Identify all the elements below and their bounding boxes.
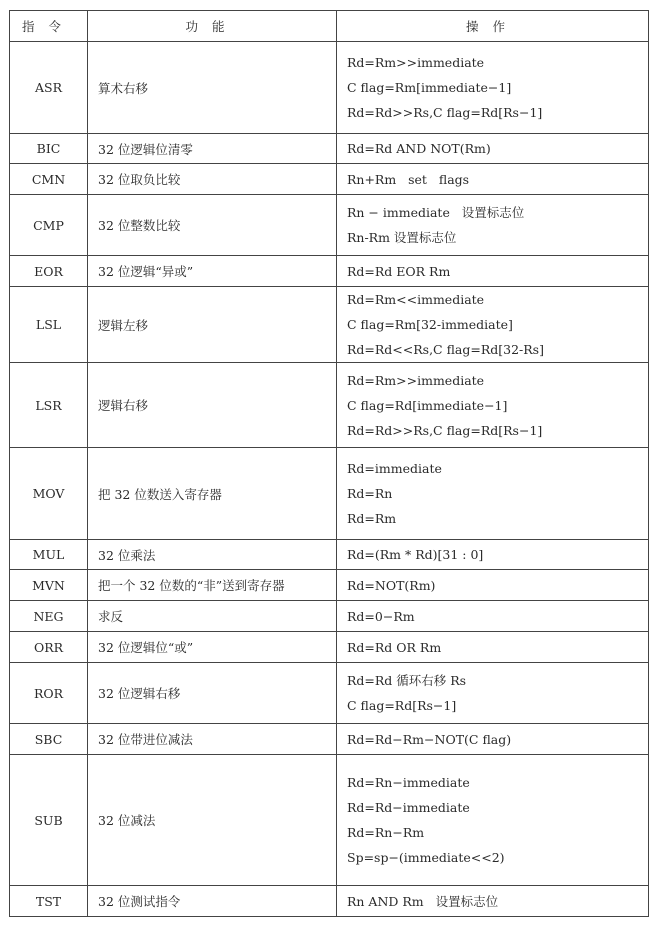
operation-cell	[337, 663, 649, 724]
table-row	[10, 632, 649, 663]
operation-line: Rd=Rd>>Rs,C flag=Rd[Rs−1]	[347, 105, 543, 120]
operation-cell	[337, 164, 649, 195]
operation-cell	[337, 540, 649, 570]
operation-line: C flag=Rd[immediate−1]	[347, 397, 508, 413]
operation-cell	[337, 886, 649, 917]
instruction-cell: CMP	[10, 195, 88, 256]
operation-cell	[337, 601, 649, 632]
table-row	[10, 886, 649, 917]
operation-cell	[337, 724, 649, 755]
instruction-cell: ROR	[10, 663, 88, 724]
operation-cell	[337, 195, 649, 256]
function-cell: 32 位逻辑位“或”	[88, 632, 337, 663]
table-row	[10, 164, 649, 195]
operation-cell	[337, 755, 649, 886]
table-row	[10, 724, 649, 755]
operation-line: Rn − immediate 设置标志位	[347, 205, 525, 220]
operation-line: Rn+Rm set flags	[347, 171, 470, 187]
instruction-cell: MUL	[10, 540, 88, 570]
function-cell: 逻辑右移	[88, 363, 337, 448]
table-row	[10, 195, 649, 256]
header-function: 功能	[88, 11, 337, 42]
operation-line: Rd=Rd−Rm−NOT(C flag)	[347, 731, 512, 747]
header-operation: 操作	[337, 11, 649, 42]
operation-line: Rd=immediate	[347, 461, 442, 476]
instruction-cell: SUB	[10, 755, 88, 886]
operation-line: C flag=Rm[immediate−1]	[347, 80, 512, 95]
table-row	[10, 755, 649, 886]
table-row	[10, 570, 649, 601]
instruction-cell: LSL	[10, 287, 88, 363]
function-cell: 32 位逻辑“异或”	[88, 256, 337, 287]
instruction-table	[9, 10, 649, 917]
operation-line: Rd=Rd AND NOT(Rm)	[347, 141, 491, 156]
operation-line: Rd=Rm<<immediate	[347, 292, 485, 307]
operation-line: Rd=0−Rm	[347, 608, 415, 624]
instruction-cell: ASR	[10, 42, 88, 134]
table-row	[10, 42, 649, 134]
table-row	[10, 134, 649, 164]
instruction-cell: MOV	[10, 448, 88, 540]
operation-line: Rn AND Rm 设置标志位	[347, 893, 499, 909]
operation-cell	[337, 632, 649, 663]
header-instruction: 指令	[10, 11, 88, 42]
operation-line: Rn-Rm 设置标志位	[347, 230, 457, 245]
operation-line: Rd=Rn	[347, 486, 393, 501]
function-cell: 32 位减法	[88, 755, 337, 886]
table-row	[10, 363, 649, 448]
function-cell: 把一个 32 位数的“非”送到寄存器	[88, 570, 337, 601]
operation-line: Rd=Rn−Rm	[347, 825, 425, 840]
table-row	[10, 663, 649, 724]
function-cell: 32 位测试指令	[88, 886, 337, 917]
operation-cell	[337, 256, 649, 287]
operation-cell	[337, 134, 649, 164]
operation-line: Rd=Rd EOR Rm	[347, 263, 451, 279]
instruction-cell: ORR	[10, 632, 88, 663]
operation-cell	[337, 363, 649, 448]
operation-cell	[337, 448, 649, 540]
instruction-cell: NEG	[10, 601, 88, 632]
function-cell: 32 位逻辑右移	[88, 663, 337, 724]
instruction-cell: CMN	[10, 164, 88, 195]
operation-line: Rd=Rd−immediate	[347, 800, 470, 815]
table-row	[10, 287, 649, 363]
instruction-cell: EOR	[10, 256, 88, 287]
instruction-cell: LSR	[10, 363, 88, 448]
operation-line: Rd=Rd<<Rs,C flag=Rd[32-Rs]	[347, 342, 544, 357]
operation-line: C flag=Rd[Rs−1]	[347, 698, 457, 713]
function-cell: 算术右移	[88, 42, 337, 134]
operation-line: Rd=NOT(Rm)	[347, 577, 436, 593]
function-cell: 求反	[88, 601, 337, 632]
table-row	[10, 448, 649, 540]
function-cell: 32 位逻辑位清零	[88, 134, 337, 164]
operation-line: Rd=Rd>>Rs,C flag=Rd[Rs−1]	[347, 422, 543, 438]
instruction-cell: MVN	[10, 570, 88, 601]
table-row	[10, 256, 649, 287]
table-row	[10, 601, 649, 632]
operation-line: Rd=Rn−immediate	[347, 775, 470, 790]
function-cell: 32 位乘法	[88, 540, 337, 570]
table-row	[10, 540, 649, 570]
operation-line: Rd=Rd 循环右移 Rs	[347, 673, 467, 688]
operation-line: Rd=Rm>>immediate	[347, 55, 485, 70]
instruction-cell: SBC	[10, 724, 88, 755]
function-cell: 32 位带进位减法	[88, 724, 337, 755]
instruction-cell: BIC	[10, 134, 88, 164]
operation-line: Rd=Rm	[347, 511, 397, 526]
function-cell: 32 位取负比较	[88, 164, 337, 195]
function-cell: 逻辑左移	[88, 287, 337, 363]
function-cell: 32 位整数比较	[88, 195, 337, 256]
operation-cell	[337, 570, 649, 601]
operation-cell	[337, 287, 649, 363]
operation-cell	[337, 42, 649, 134]
operation-line: C flag=Rm[32-immediate]	[347, 317, 513, 332]
operation-line: Sp=sp−(immediate<<2)	[347, 850, 505, 865]
instruction-cell: TST	[10, 886, 88, 917]
operation-line: Rd=Rd OR Rm	[347, 639, 442, 655]
function-cell: 把 32 位数送入寄存器	[88, 448, 337, 540]
operation-line: Rd=Rm>>immediate	[347, 372, 485, 388]
header-row	[10, 11, 649, 42]
operation-line: Rd=(Rm * Rd)[31 : 0]	[347, 547, 484, 562]
